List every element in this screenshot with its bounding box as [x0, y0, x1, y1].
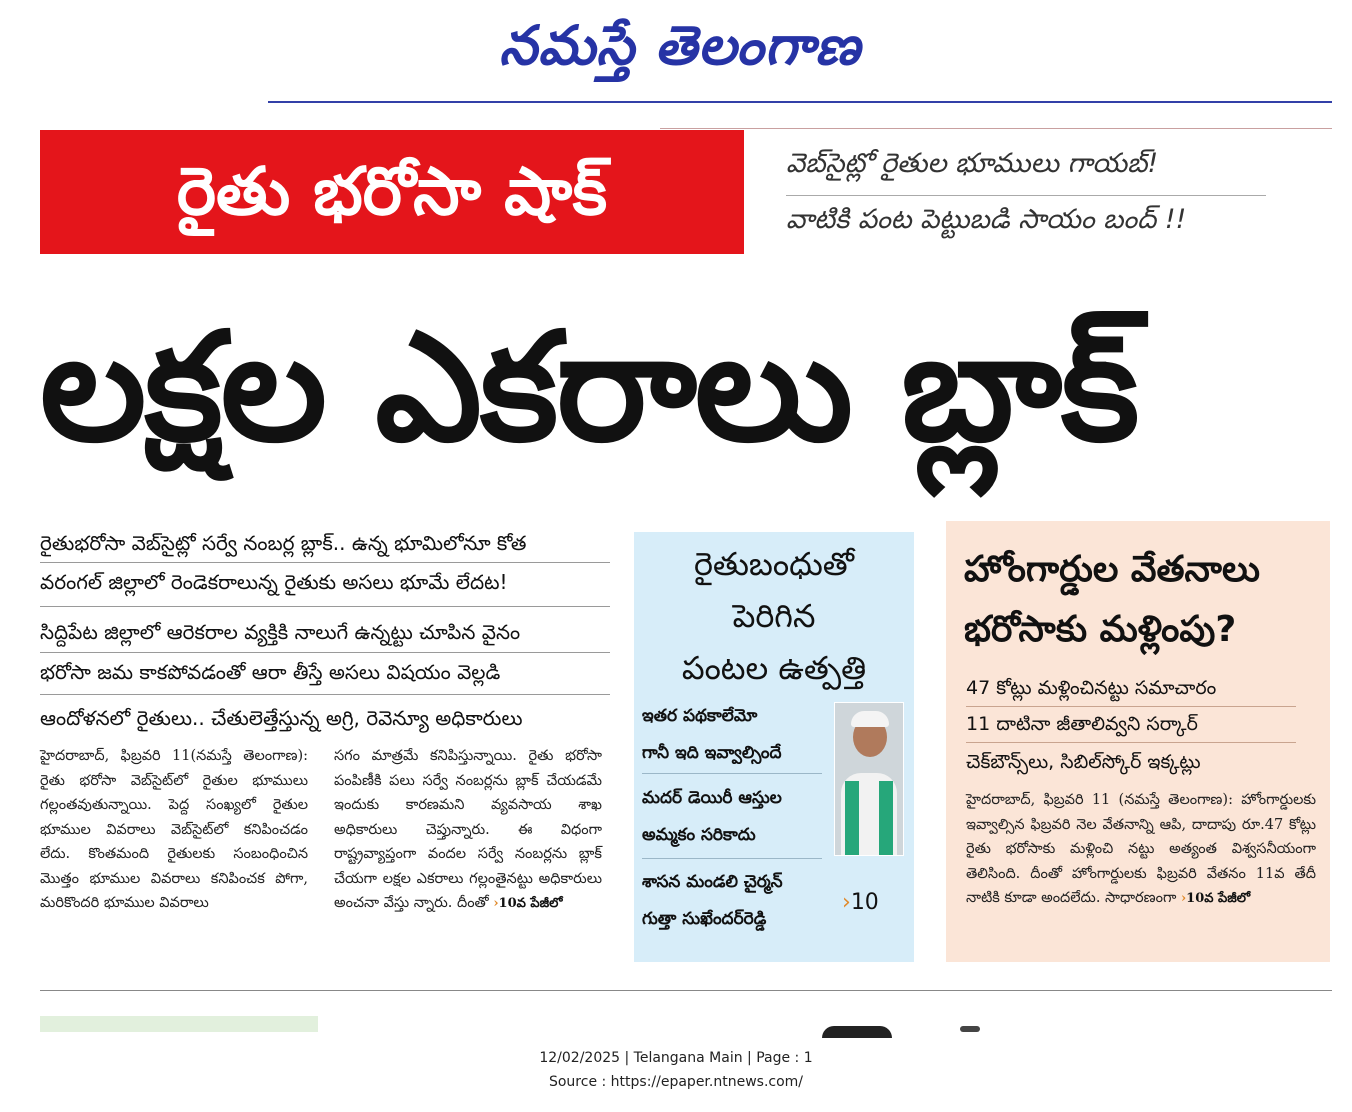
sidebar-blue-item-line: అమ్మకం సరికాదు	[642, 825, 756, 845]
sidebar-blue-item-line: గానీ ఇది ఇవ్వాల్సిందే	[642, 743, 782, 763]
cropped-graphic	[960, 1026, 980, 1032]
sidebar-peach-item-3: చెక్‌బౌన్స్‌లు, సిబిల్‌స్కోర్ ఇక్కట్లు	[966, 751, 1201, 773]
sidebar-blue-divider	[642, 773, 822, 774]
sidebar-blue-title-line: పెరిగిన	[732, 597, 816, 635]
sidebar-blue-item-line: శాసన మండలి చైర్మన్	[642, 872, 783, 892]
sidebar-blue-item-3	[642, 864, 822, 938]
subheadline-divider	[786, 195, 1266, 196]
article-column-2	[334, 744, 602, 917]
deck-line-4: భరోసా జమ కాకపోవడంతో ఆరా తీస్తే అసలు విషయం వెల్లడి	[40, 660, 501, 684]
sidebar-peach-title-line: హోంగార్డుల వేతనాలు	[964, 549, 1260, 590]
masthead-logo: నమస్తే తెలంగాణ	[499, 13, 861, 77]
sidebar-peach-item-1: 47 కోట్లు మళ్లించినట్టు సమాచారం	[966, 677, 1217, 699]
masthead-rule	[268, 101, 1332, 103]
arrow-icon: ›	[842, 890, 851, 915]
continued-link-label: 10వ పేజీలో	[498, 896, 563, 911]
sidebar-peach-title-line: భరోసాకు మళ్లింపు?	[964, 609, 1237, 650]
deck-divider	[40, 652, 610, 653]
sidebar-blue-item-2	[642, 780, 822, 854]
deck-divider	[40, 694, 610, 695]
continued-link[interactable]	[1181, 891, 1250, 906]
subheadline-2: వాటికి పంట పెట్టుబడి సాయం బంద్ !!	[786, 204, 1187, 235]
arrow-icon: ›	[493, 896, 499, 911]
continued-link[interactable]	[493, 896, 562, 911]
sidebar-blue-title	[634, 538, 914, 694]
continued-link-label: 10వ పేజీలో	[1186, 891, 1251, 906]
page-reference-number: 10	[850, 890, 879, 915]
deck-divider	[40, 562, 610, 563]
sidebar-blue-item-1	[642, 698, 822, 772]
deck-divider	[40, 606, 610, 607]
sidebar-peach-title	[964, 540, 1324, 660]
portrait-scarf	[845, 781, 859, 855]
page-footer	[0, 1046, 1352, 1094]
sidebar-blue-item-line: ఇతర పథకాలేమో	[642, 706, 758, 726]
article-column-2-text: సగం మాత్రమే కనిపిస్తున్నాయి. రైతు భరోసా పంపిణీకి పలు సర్వే నంబర్లను బ్లాక్ చేయడమే ఇందుకు కారణమని వ్యవసాయ శాఖ అధికారులు చెప్తున్నారు. ఈ విధంగా రాష్ట్రవ్యాప్తంగా వందల సర్వే నంబర్లను బ్లాక్ చేయగా లక్షల ఎకరాలు గల్లంతైనట్టు అధికారులు అంచనా వేస్తు న్నారు. దీంతో	[334, 748, 602, 911]
sidebar-blue-title-line: రైతుబంధుతో	[693, 545, 855, 583]
deck-line-3: సిద్దిపేట జిల్లాలో ఆరెకరాల వ్యక్తికి నాలుగే ఉన్నట్టు చూపిన వైనం	[40, 620, 521, 644]
main-headline: లక్షల ఎకరాలు బ్లాక్	[40, 301, 1138, 475]
deck-line-2: వరంగల్ జిల్లాలో రెండెకరాలున్న రైతుకు అసలు భూమే లేదట!	[40, 570, 508, 594]
portrait-scarf	[879, 781, 893, 855]
page-reference[interactable]	[842, 890, 879, 915]
kicker-banner	[40, 130, 744, 254]
footer-source-line[interactable]: Source : https://epaper.ntnews.com/	[548, 1074, 804, 1090]
kicker-banner-text: రైతు భరోసా షాక్	[176, 153, 608, 230]
sidebar-blue-item-line: మదర్ డెయిరీ ఆస్తుల	[642, 788, 782, 808]
subheadline-1: వెబ్‌సైట్లో రైతుల భూములు గాయబ్!	[786, 148, 1159, 179]
portrait-photo	[834, 702, 904, 856]
sidebar-peach-divider	[966, 742, 1296, 743]
arrow-icon: ›	[1180, 891, 1187, 906]
sidebar-blue-title-line: పంటల ఉత్పత్తి	[681, 649, 867, 687]
footer-date-line: 12/02/2025 | Telangana Main | Page : 1	[539, 1050, 813, 1066]
masthead-rule-thin	[660, 128, 1332, 129]
article-column-1: హైదరాబాద్, ఫిబ్రవరి 11(నమస్తే తెలంగాణ): రైతు భరోసా వెబ్‌సైట్‌లో రైతుల భూములు గల్లంతవుతున్నాయి. పెద్ద సంఖ్యలో రైతుల భూముల వివరాలు వెబ్‌సైట్‌లో కనిపించడం లేదు. కొంతమంది రైతులకు సంబంధించిన మొత్తం భూముల వివరాలు కనిపించక పోగా, మరికొందరి భూముల వివరాలు	[40, 748, 308, 911]
page-bottom-rule	[40, 990, 1332, 991]
sidebar-peach-body-text: హైదరాబాద్, ఫిబ్రవరి 11 (నమస్తే తెలంగాణ): హోంగార్డులకు ఇవ్వాల్సిన ఫిబ్రవరి నెల వేతనాన్ని ఆపి, దాదాపు రూ.47 కోట్లు రైతు భరోసాకు మళ్లించి నట్టు అత్యంత విశ్వసనీయంగా తెలిసింది. దీంతో హోంగార్డులకు ఫిబ్రవరి వేతనం 11వ తేదీ నాటికి కూడా అందలేదు. సాధారణంగా	[966, 792, 1316, 906]
sidebar-peach-item-2: 11 దాటినా జీతాలివ్వని సర్కార్	[966, 713, 1198, 735]
cropped-graphic	[822, 1026, 892, 1038]
sidebar-peach-body	[966, 788, 1316, 912]
deck-line-1: రైతుభరోసా వెబ్‌సైట్లో సర్వే నంబర్ల బ్లాక్.. ఉన్న భూమిలోనూ కోత	[40, 531, 527, 555]
deck-line-5: ఆందోళనలో రైతులు.. చేతులెత్తేస్తున్న అగ్రి, రెవెన్యూ అధికారులు	[40, 706, 523, 730]
sidebar-blue-item-line: గుత్తా సుఖేందర్‌రెడ్డి	[642, 909, 767, 929]
next-story-strip	[40, 1016, 318, 1032]
sidebar-blue-divider	[642, 858, 822, 859]
portrait-hair	[851, 711, 889, 727]
